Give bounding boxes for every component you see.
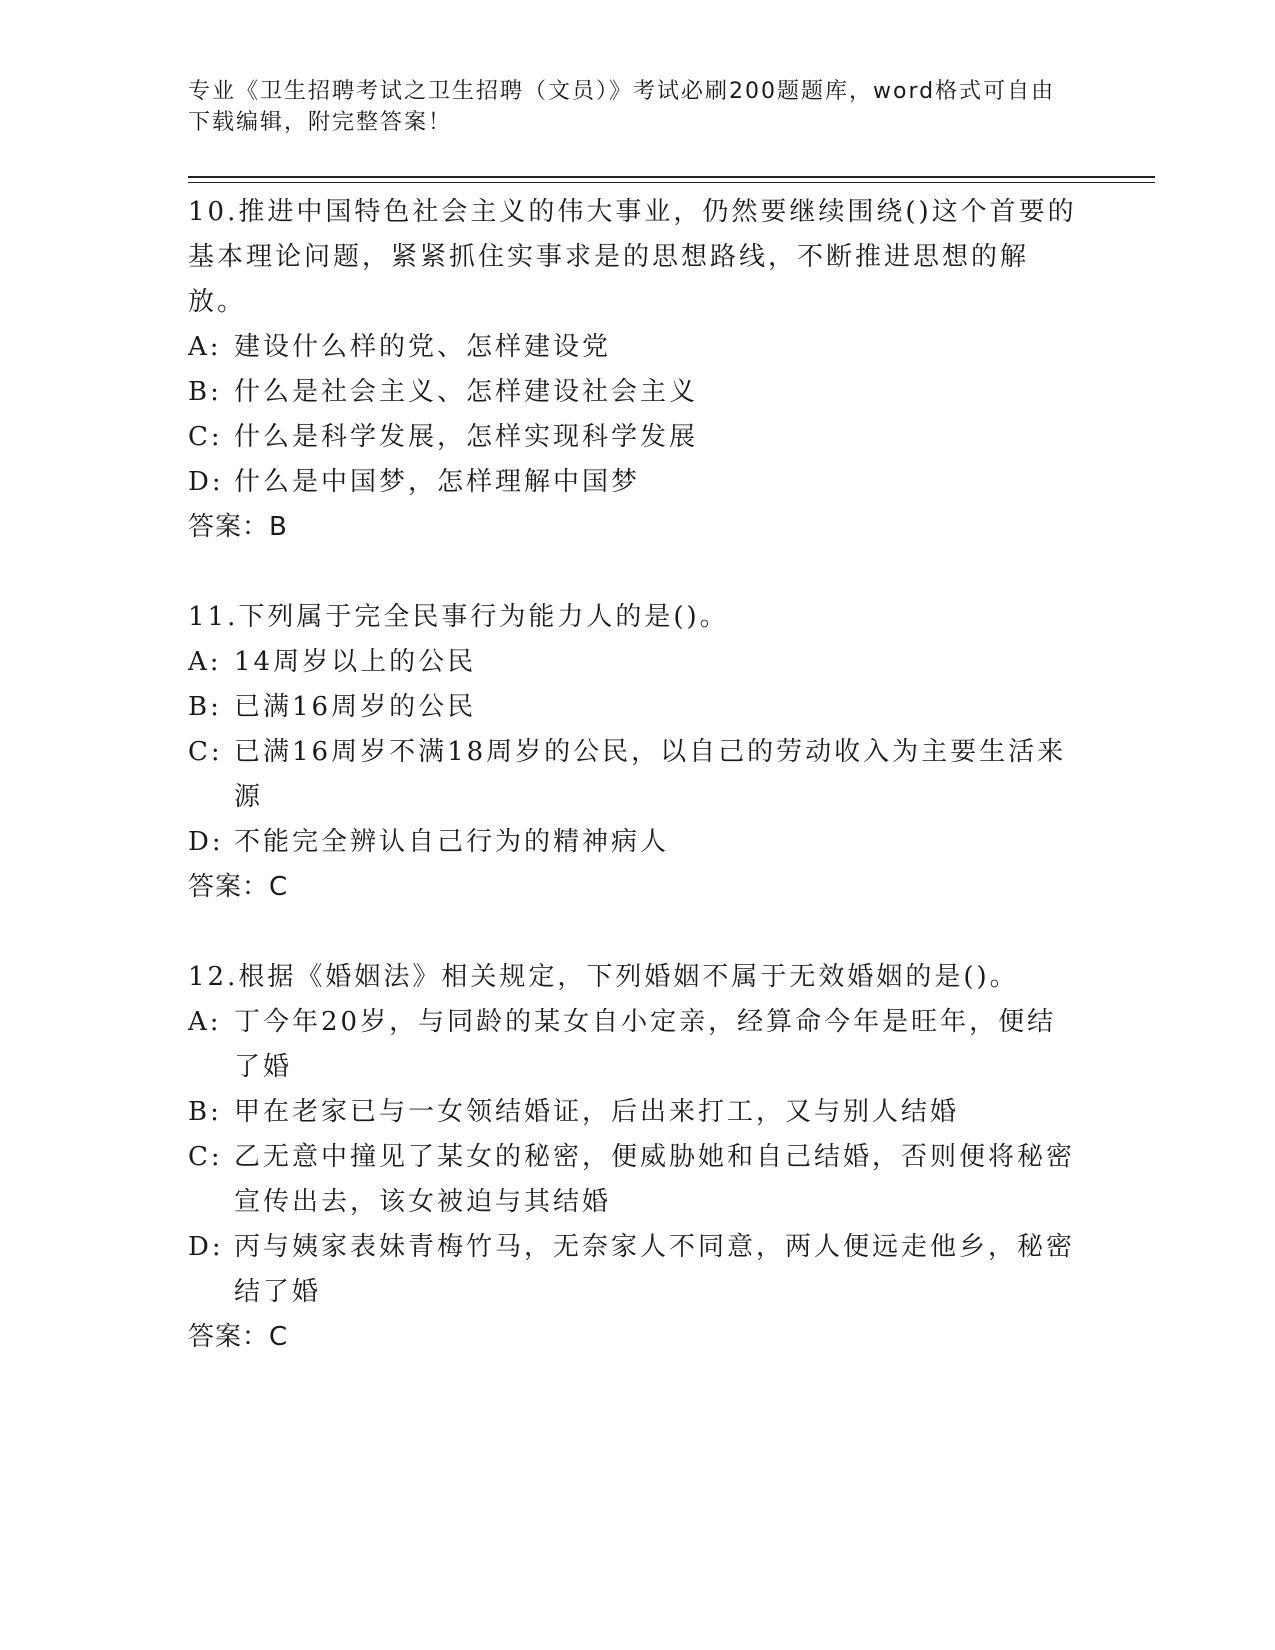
option-text: 什么是社会主义、怎样建设社会主义 [234,377,699,407]
option-text: 丙与姨家表妹青梅竹马，无奈家人不同意，两人便远走他乡，秘密结了婚 [234,1232,1076,1307]
question-text: 根据《婚姻法》相关规定，下列婚姻不属于无效婚姻的是()。 [238,962,1019,992]
question-list [188,190,1078,1405]
option-key: D: [188,467,224,497]
option-key: B: [188,1097,222,1127]
option-text: 乙无意中撞见了某女的秘密，便威胁她和自己结婚，否则便将秘密宣传出去，该女被迫与其结婚 [234,1142,1076,1217]
question-number: 12. [188,962,239,992]
question-11 [188,595,1078,910]
option-key: D: [188,827,224,857]
option-d [188,1225,1078,1315]
option-text: 建设什么样的党、怎样建设党 [234,332,612,362]
option-d [188,460,1078,505]
option-key: C: [188,737,223,767]
option-key: A: [188,1007,222,1037]
option-text: 什么是科学发展，怎样实现科学发展 [234,422,699,452]
document-intro: 专业《卫生招聘考试之卫生招聘（文员）》考试必刷200题题库，word格式可自由下载编辑，附完整答案！ [188,79,1056,135]
question-text: 下列属于完全民事行为能力人的是()。 [238,602,729,632]
option-b [188,1090,1078,1135]
option-c [188,730,1078,820]
option-key: B: [188,692,222,722]
option-key: C: [188,422,223,452]
option-c [188,415,1078,460]
option-text: 甲在老家已与一女领结婚证，后出来打工，又与别人结婚 [234,1097,960,1127]
answer-line: 答案：B [188,512,288,542]
option-text: 已满16周岁的公民 [234,692,477,722]
option-a [188,1000,1078,1090]
question-text: 推进中国特色社会主义的伟大事业，仍然要继续围绕()这个首要的基本理论问题，紧紧抓住实事求是的思想路线，不断推进思想的解放。 [188,197,1077,317]
answer-line: 答案：C [188,872,289,902]
option-b [188,370,1078,415]
header-divider-thin [188,182,1155,183]
option-text: 不能完全辨认自己行为的精神病人 [234,827,670,857]
question-stem [188,955,1078,1000]
option-text: 什么是中国梦，怎样理解中国梦 [234,467,641,497]
option-text: 已满16周岁不满18周岁的公民，以自己的劳动收入为主要生活来源 [234,737,1067,812]
option-key: C: [188,1142,223,1172]
option-d [188,820,1078,865]
question-12 [188,955,1078,1360]
option-a [188,640,1078,685]
option-c [188,1135,1078,1225]
header-divider-thick [188,176,1155,178]
option-key: D: [188,1232,224,1262]
option-key: B: [188,377,222,407]
option-key: A: [188,647,222,677]
option-b [188,685,1078,730]
option-text: 14周岁以上的公民 [234,647,477,677]
option-key: A: [188,332,222,362]
answer-line: 答案：C [188,1322,289,1352]
question-stem [188,595,1078,640]
question-number: 11. [188,602,239,632]
question-stem [188,190,1078,325]
option-a [188,325,1078,370]
question-number: 10. [188,197,239,227]
question-10 [188,190,1078,550]
option-text: 丁今年20岁，与同龄的某女自小定亲，经算命今年是旺年，便结了婚 [234,1007,1057,1082]
